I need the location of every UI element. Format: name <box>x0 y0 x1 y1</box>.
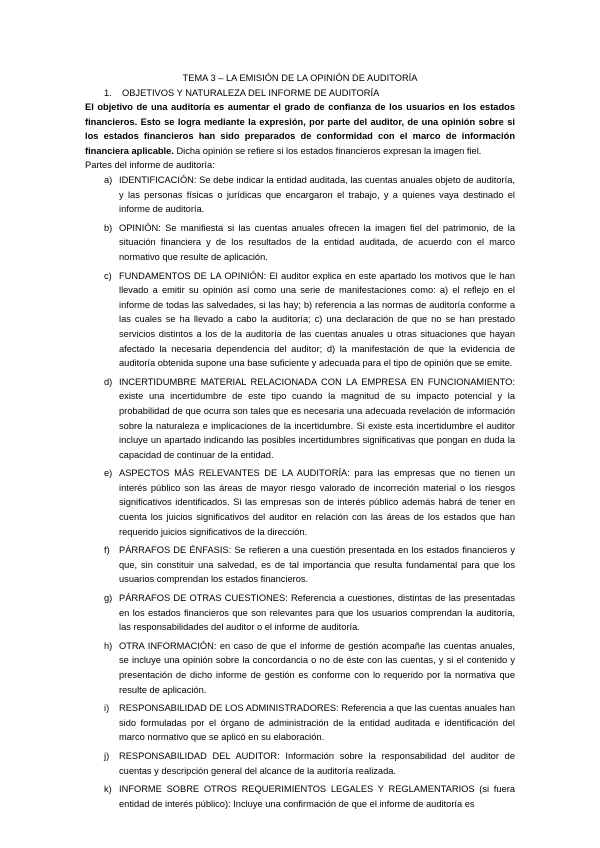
list-item <box>85 543 515 587</box>
list-item <box>85 375 515 463</box>
item-text: OPINIÓN: Se manifiesta si las cuentas anuales ofrecen la imagen fiel del patrimonio, de la situación financiera y de los resultados de la entidad auditada, de acuerdo con el marco normativo que resulte de aplicación. <box>119 222 515 262</box>
item-text: RESPONSABILIDAD DEL AUDITOR: Información sobre la responsabilidad del auditor de cuentas y descripción general del alcance de la auditoría realizada. <box>119 750 515 776</box>
item-text: OTRA INFORMACIÓN: en caso de que el informe de gestión acompañe las cuentas anuales, se incluye una opinión sobre la concordancia o no de éste con las cuentas, y si el contenido y presentación de dicho informe de gestión es conforme con lo requerido por la normativa que resulte de aplicación. <box>119 640 515 695</box>
list-item <box>85 639 515 697</box>
item-text: IDENTIFICACIÓN: Se debe indicar la entidad auditada, las cuentas anuales objeto de auditoría, y las personas físicas o jurídicas que encargaron el trabajo, y a quienes vaya destinado el informe de auditoría. <box>119 175 515 215</box>
list-item <box>85 466 515 539</box>
list-item <box>85 269 515 371</box>
section-heading-text: OBJETIVOS Y NATURALEZA DEL INFORME DE AUDITORÍA <box>122 88 380 98</box>
section-number: 1. <box>104 88 112 98</box>
intro-paragraph <box>85 100 515 173</box>
list-item <box>85 701 515 745</box>
item-text: PÁRRAFOS DE OTRAS CUESTIONES: Referencia a cuestiones, distintas de las presentadas en los estados financieros que son relevantes para que los usuarios comprendan la auditoría, las responsabilidades del auditor o el informe de auditoría. <box>119 593 515 633</box>
item-letter: a) <box>104 175 113 185</box>
item-letter: f) <box>104 545 110 556</box>
item-text: INCERTIDUMBRE MATERIAL RELACIONADA CON LA EMPRESA EN FUNCIONAMIENTO: existe una incertidumbre de este tipo cuando la magnitud de su impacto potencial y la probabilidad de que ocurra son tales que es necesaria una adecuada revelación de información sobre la naturaleza e implicaciones de la incertidumbre. Si existe esta incertidumbre el auditor incluye un apartado indicando las posibles incertidumbres significativas que pongan en duda la capacidad de continuar de la entidad. <box>119 376 515 460</box>
item-letter: g) <box>104 593 113 604</box>
list-item <box>85 782 515 811</box>
item-letter: j) <box>104 750 110 761</box>
section-heading <box>104 86 379 101</box>
item-letter: e) <box>104 468 113 479</box>
item-text: RESPONSABILIDAD DE LOS ADMINISTRADORES: Referencia a que las cuentas anuales han sido formuladas por el órgano de administración de la entidad auditada e identificación del marco normativo que se aplicó en su elaboración. <box>119 703 515 743</box>
item-letter: h) <box>104 640 113 651</box>
list-item <box>85 173 515 217</box>
parts-label: Partes del informe de auditoría: <box>85 160 215 171</box>
item-letter: k) <box>104 784 112 795</box>
item-text: FUNDAMENTOS DE LA OPINIÓN: El auditor explica en este apartado los motivos que le han llevado a emitir su opinión así como una serie de manifestaciones como: a) el reflejo en el informe de todas las salvedades, si las hay; b) referencia a las normas de auditoría conforme a las cuales se ha llevado a cabo la auditoría; c) una declaración de que no se han prestado servicios distintos a los de la auditoría de las cuentas anuales u otras situaciones que hayan afectado la necesaria dependencia del auditor; d) la manifestación de que la evidencia de auditoría obtenida supone una base suficiente y adecuada para el tipo de opinión que se emite. <box>119 270 515 369</box>
item-text: PÁRRAFOS DE ÉNFASIS: Se refieren a una cuestión presentada en los estados financieros y que, sin constituir una salvedad, es de tal importancia que resulta fundamental para que los usuarios comprendan los estados financieros. <box>119 545 515 585</box>
item-letter: c) <box>104 270 112 281</box>
parts-list <box>85 173 515 815</box>
list-item <box>85 221 515 265</box>
intro-bold-text: El objetivo de una auditoría es aumentar el grado de confianza de los usuarios en los estados financieros. Esto se logra mediante la expresión, por parte del auditor, de una opinión sobre si los estados financieros han sido preparados de conformidad con el marco de información financiera aplicable. <box>85 102 515 156</box>
item-text: INFORME SOBRE OTROS REQUERIMIENTOS LEGALES Y REGLAMENTARIOS (si fuera entidad de interés público): Incluye una confirmación de que el informe de auditoría es <box>119 784 515 809</box>
item-letter: b) <box>104 222 113 233</box>
intro-rest-text: Dicha opinión se refiere si los estados financieros expresan la imagen fiel. <box>173 145 482 156</box>
item-letter: d) <box>104 376 113 387</box>
item-text: ASPECTOS MÁS RELEVANTES DE LA AUDITORÍA: para las empresas que no tienen un interés público son las áreas de mayor riesgo valorado de incorreción material o los riesgos significativos identificados. Si las empresas son de interés público además habrá de tener en cuenta los juicios significativos del auditor en relación con las áreas de los estados que han requerido juicios significativos de la dirección. <box>119 468 515 537</box>
list-item <box>85 749 515 778</box>
page-title: TEMA 3 – LA EMISIÓN DE LA OPINIÓN DE AUDITORÍA <box>182 73 418 83</box>
list-item <box>85 591 515 635</box>
item-letter: i) <box>104 703 110 714</box>
